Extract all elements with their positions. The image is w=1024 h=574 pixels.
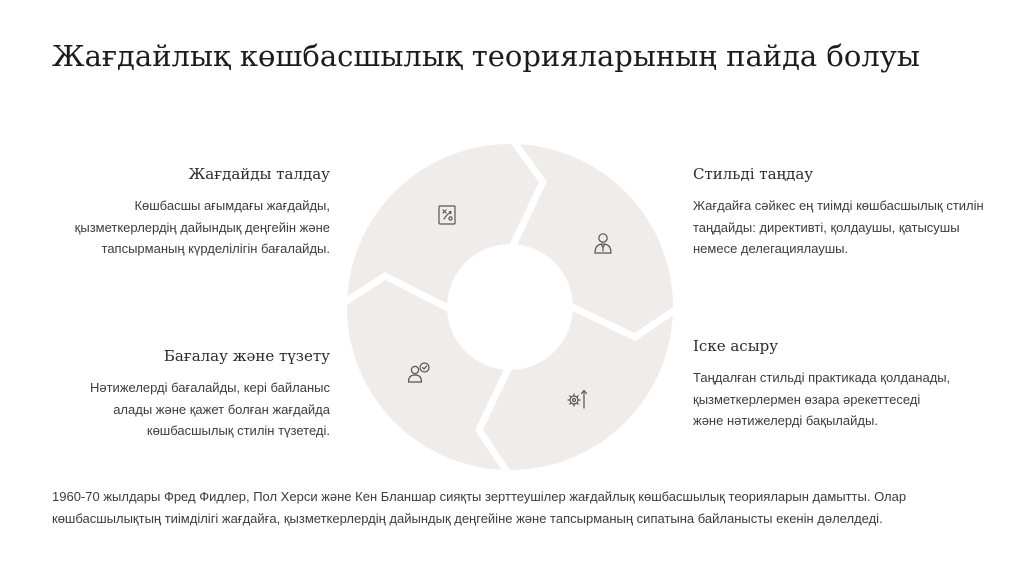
step-implement-text: Таңдалған стильді практикада қолданады, қызметкерлермен өзара әрекеттеседі және нәтижелерді бақылайды.: [693, 370, 951, 428]
step-analyze: [60, 164, 330, 260]
step-analyze-text: Көшбасшы ағымдағы жағдайды, қызметкерлердің дайындық деңгейін және тапсырманың күрделілігін бағалайды.: [74, 198, 330, 256]
step-choose-style-heading: Стильді таңдау: [693, 165, 814, 183]
step-evaluate-heading: Бағалау және түзету: [163, 347, 330, 365]
step-implement-heading: Іске асыру: [693, 337, 779, 355]
slide-title: Жағдайлық көшбасшылық теорияларының пайда болуы: [52, 39, 920, 73]
step-choose-style-text: Жағдайға сәйкес ең тиімді көшбасшылық стилін таңдайды: директивті, қолдаушы, қатысушы немесе делегациялаушы.: [693, 198, 984, 256]
step-choose-style: [693, 164, 993, 260]
step-implement: [693, 336, 953, 432]
cycle-diagram: [347, 144, 673, 470]
step-analyze-heading: Жағдайды талдау: [188, 165, 330, 183]
step-evaluate-text: Нәтижелерді бағалайды, кері байланыс алады және қажет болған жағдайда көшбасшылық стилін түзетеді.: [89, 380, 330, 438]
footer-text: 1960-70 жылдары Фред Фидлер, Пол Херси және Кен Бланшар сияқты зерттеушілер жағдайлық көшбасшылық теорияларын дамытты. Олар көшбасшылықтың тиімділігі жағдайға, қызметкерлердің дайындық деңгейіне және тапсырманың сипатына байланысты екенін дәлелдеді.: [52, 489, 907, 526]
step-evaluate: [60, 346, 330, 442]
cycle-center-hole: [447, 244, 573, 370]
